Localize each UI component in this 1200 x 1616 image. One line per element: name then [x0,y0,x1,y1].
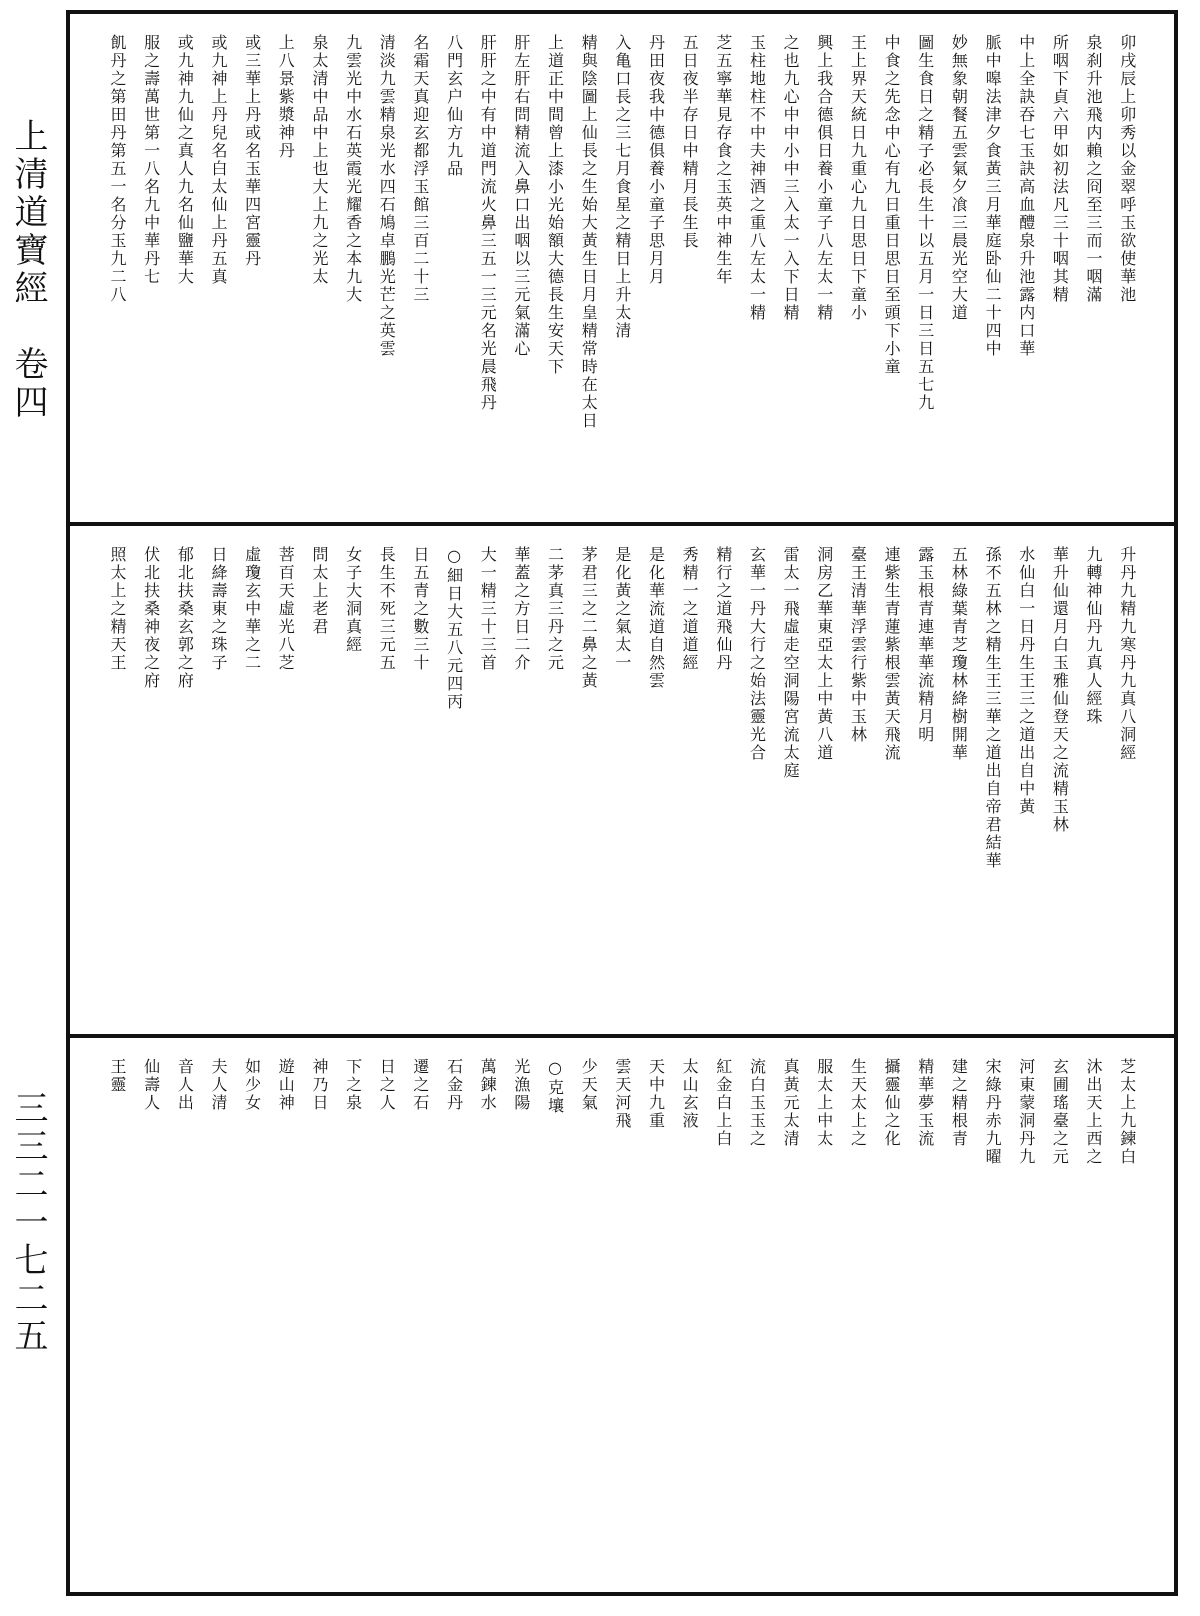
text-column: 宋綠丹赤九曜 [983,1058,1003,1166]
text-column: 萬鍊水 [478,1058,498,1112]
text-column: 清淡九雲精泉光水四石鳩卓鵬光芒之英雲 [377,34,397,358]
text-column: 問太上老君 [309,546,329,636]
text-column: 是化華流道自然雲 [646,546,666,690]
text-column: 精華夢玉流 [915,1058,935,1148]
text-column: 八門玄户仙方九品 [444,34,464,178]
text-column: 是化黃之氣太一 [612,546,632,672]
text-column: 精與陰圖上仙長之生始大黃生日月皇精常時在太日 [579,34,599,430]
text-column: ○克壤 [545,1058,565,1115]
text-column: 玉柱地柱不中夫神酒之重八左太一精 [747,34,767,322]
text-column: 太山玄液 [680,1058,700,1130]
text-column: 或九神九仙之真人九名仙鹽華大 [175,34,195,286]
text-columns [106,34,1138,508]
text-column: 光漁陽 [511,1058,531,1112]
text-column: 流白玉玉之 [747,1058,767,1148]
text-column: 臺王清華浮雲行紫中玉林 [848,546,868,744]
text-column: 郁北扶桑玄郭之府 [175,546,195,690]
text-column: 上道正中間曾上漆小光始額大德長生安天下 [545,34,565,376]
text-column: 菩百天虛光八芝 [276,546,296,672]
text-column: 照太上之精天王 [108,546,127,672]
text-column: 露玉根青連華華流精月明 [915,546,935,744]
text-column: 天中九重 [646,1058,666,1130]
text-column: 服之壽萬世第一八名九中華丹七 [141,34,161,286]
text-column: 神乃日 [309,1058,329,1112]
text-column: 丹田夜我中德俱養小童子思月月 [646,34,666,286]
text-column: 中食之先念中心有九日重日思日至頭下小童 [882,34,902,376]
text-column: 秀精一之道道經 [680,546,700,672]
text-column: 肝肝之中有中道門流火鼻三五一三元名光晨飛丹 [478,34,498,412]
text-column: 如少女 [242,1058,262,1112]
text-column: 名霜天真迎玄都浮玉館三百二十三 [410,34,430,304]
text-column: 升丹九精九寒丹九真八洞經 [1117,546,1137,762]
text-column: 石金丹 [444,1058,464,1112]
text-column: 紅金白上白 [713,1058,733,1148]
text-column: 脈中嗥法津夕食黃三月華庭卧仙二十四中 [983,34,1003,358]
text-column: 真黃元太清 [781,1058,801,1148]
text-column: 王上界天統日九重心九日思日下童小 [848,34,868,322]
text-column: 二茅真三丹之元 [545,546,565,672]
book-title: 上清道寶經 卷四 [8,118,48,422]
page-frame [66,10,1178,1596]
page-number: 三三二一七二五 [8,1090,48,1356]
text-column: 水仙白一日丹生王三之道出自中黃 [1016,546,1036,816]
text-column: 五日夜半存日中精月長生長 [680,34,700,250]
text-column: 連紫生青蓮紫根雲黃天飛流 [882,546,902,762]
text-column: 洞房乙華東亞太上中黃八道 [814,546,834,762]
text-column: 芝太上九鍊白 [1117,1058,1137,1166]
text-column: 飢丹之第田丹第五一名分玉九二八 [108,34,127,304]
text-column: 音人出 [175,1058,195,1112]
text-column: 精行之道飛仙丹 [713,546,733,672]
text-column: 女子大洞真經 [343,546,363,654]
text-column: 日五青之數三十 [410,546,430,672]
text-column: 夫人清 [208,1058,228,1112]
text-column: 之也九心中中小中三入太一入下日精 [781,34,801,322]
text-column: 孫不五林之精生王三華之道出自帝君結華 [983,546,1003,870]
text-column: ○細日大五八元四丙 [444,546,464,711]
text-column: 日絳壽東之珠子 [208,546,228,672]
text-column: 伏北扶桑神夜之府 [141,546,161,690]
text-register-middle [70,526,1174,1034]
text-column: 長生不死三元五 [377,546,397,672]
text-column: 玄圃瑤臺之元 [1050,1058,1070,1166]
text-column: 下之泉 [343,1058,363,1112]
text-column: 日之人 [377,1058,397,1112]
left-margin [0,0,60,1616]
text-column: 妙無象朝餐五雲氣夕飡三晨光空大道 [949,34,969,322]
text-column: 芝五寧華見存食之玉英中神生年 [713,34,733,286]
text-column: 五林綠葉青芝瓊林絳樹開華 [949,546,969,762]
text-column: 中上全訣吞七玉訣高血醴泉升池露内口華 [1016,34,1036,358]
text-column: 或九神上丹兒名白太仙上丹五真 [208,34,228,286]
text-column: 遊山神 [276,1058,296,1112]
text-column: 雷太一飛虛走空洞陽宮流太庭 [781,546,801,780]
text-column: 圖生食日之精子必長生十以五月一日三日五七九 [915,34,935,412]
text-column: 玄華一丹大行之始法靈光合 [747,546,767,762]
text-column: 沐出天上西之 [1084,1058,1104,1166]
text-register-bottom [70,1038,1174,1592]
text-column: 服太上中太 [814,1058,834,1148]
text-column: 或三華上丹或名玉華四宮靈丹 [242,34,262,268]
text-column: 生天太上之 [848,1058,868,1148]
text-column: 泉太清中品中上也大上九之光太 [309,34,329,286]
text-column: 九轉神仙丹九真人經珠 [1084,546,1104,726]
text-column: 王靈 [108,1058,127,1094]
text-column: 入亀口長之三七月食星之精日上升太清 [612,34,632,340]
text-register-top [70,14,1174,522]
text-column: 興上我合德俱日養小童子八左太一精 [814,34,834,322]
text-column: 少天氣 [579,1058,599,1112]
text-column: 華蓋之方日二介 [511,546,531,672]
text-column: 卯戌辰上卯秀以金翠呼玉欲使華池 [1117,34,1137,304]
text-column: 泉刹升池飛内賴之冏至三而一咽滿 [1084,34,1104,304]
text-column: 肝左肝右問精流入鼻口出咽以三元氣滿心 [511,34,531,358]
text-column: 華升仙還月白玉雅仙登天之流精玉林 [1050,546,1070,834]
text-column: 攝靈仙之化 [882,1058,902,1148]
text-column: 九雲光中水石英霞光耀香之本九大 [343,34,363,304]
text-column: 遷之石 [410,1058,430,1112]
text-columns [106,546,1138,1020]
text-column: 河東蒙洞丹九 [1016,1058,1036,1166]
text-column: 上八景紫漿神丹 [276,34,296,160]
text-column: 大一精三十三首 [478,546,498,672]
text-column: 雲天河飛 [612,1058,632,1130]
text-columns [106,1058,1138,1578]
text-column: 所咽下貞六甲如初法凡三十咽其精 [1050,34,1070,304]
text-column: 建之精根青 [949,1058,969,1148]
text-column: 仙壽人 [141,1058,161,1112]
text-column: 虛瓊玄中華之二 [242,546,262,672]
text-column: 茅君三之二鼻之黃 [579,546,599,690]
